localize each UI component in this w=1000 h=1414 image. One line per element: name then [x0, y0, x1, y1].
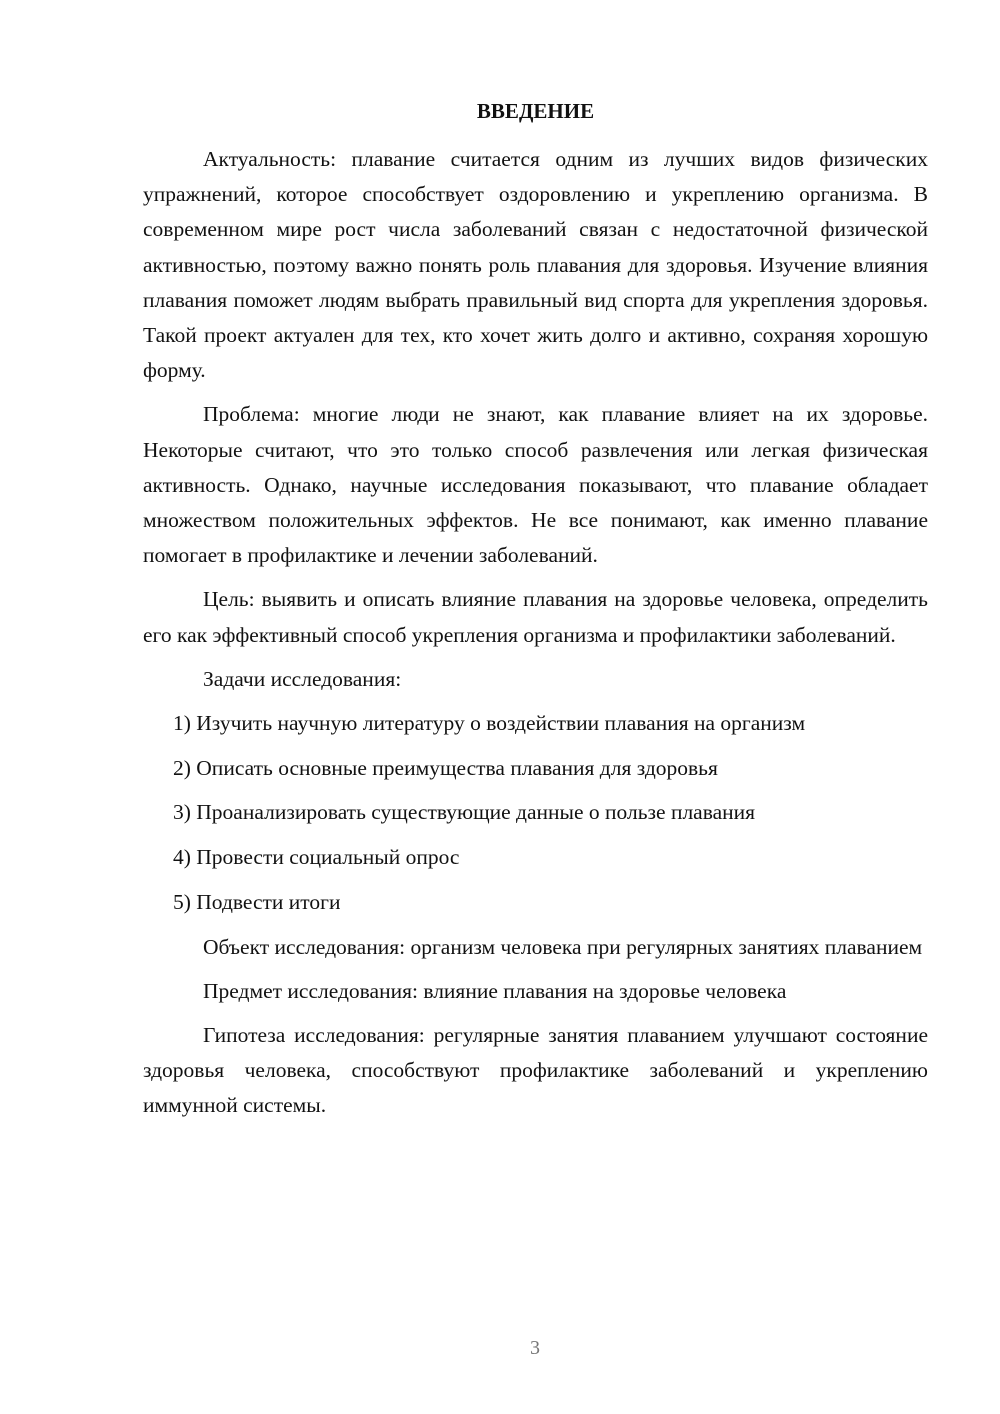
document-body: [143, 142, 928, 1133]
relevance-paragraph: Актуальность: плавание считается одним из лучших видов физических упражнений, которое способствует оздоровлению и укреплению организма. В современном мире рост числа заболеваний связан с недостаточной физической активностью, поэтому важно понять роль плавания для здоровья. Изучение влияния плавания поможет людям выбрать правильный вид спорта для укрепления здоровья. Такой проект актуален для тех, кто хочет жить долго и активно, сохраняя хорошую форму.: [143, 147, 928, 383]
subject-paragraph: Предмет исследования: влияние плавания на здоровье человека: [203, 978, 787, 1003]
list-item: 5) Подвести итоги: [173, 889, 341, 914]
list-item: 4) Провести социальный опрос: [173, 845, 460, 870]
page-number: 3: [530, 1337, 540, 1359]
tasks-list: [143, 706, 928, 920]
list-item: 2) Описать основные преимущества плавания для здоровья: [173, 755, 718, 780]
list-item: 3) Проанализировать существующие данные о пользе плавания: [173, 800, 756, 825]
section-heading: ВВЕДЕНИЕ: [476, 99, 595, 123]
object-paragraph: Объект исследования: организм человека при регулярных занятиях плаванием: [203, 934, 923, 959]
hypothesis-paragraph: Гипотеза исследования: регулярные занятия плаванием улучшают состояние здоровья человека, способствуют профилактике заболеваний и укреплению иммунной системы.: [143, 1022, 928, 1118]
problem-paragraph: Проблема: многие люди не знают, как плавание влияет на их здоровье. Некоторые считают, что это только способ развлечения или легкая физическая активность. Однако, научные исследования показывают, что плавание обладает множеством положительных эффектов. Не все понимают, как именно плавание помогает в профилактике и лечении заболеваний.: [143, 402, 928, 568]
goal-paragraph: Цель: выявить и описать влияние плавания на здоровье человека, определить его как эффективный способ укрепления организма и профилактики заболеваний.: [143, 587, 928, 647]
tasks-heading: Задачи исследования:: [203, 666, 402, 691]
list-item: 1) Изучить научную литературу о воздействии плавания на организм: [173, 711, 806, 736]
